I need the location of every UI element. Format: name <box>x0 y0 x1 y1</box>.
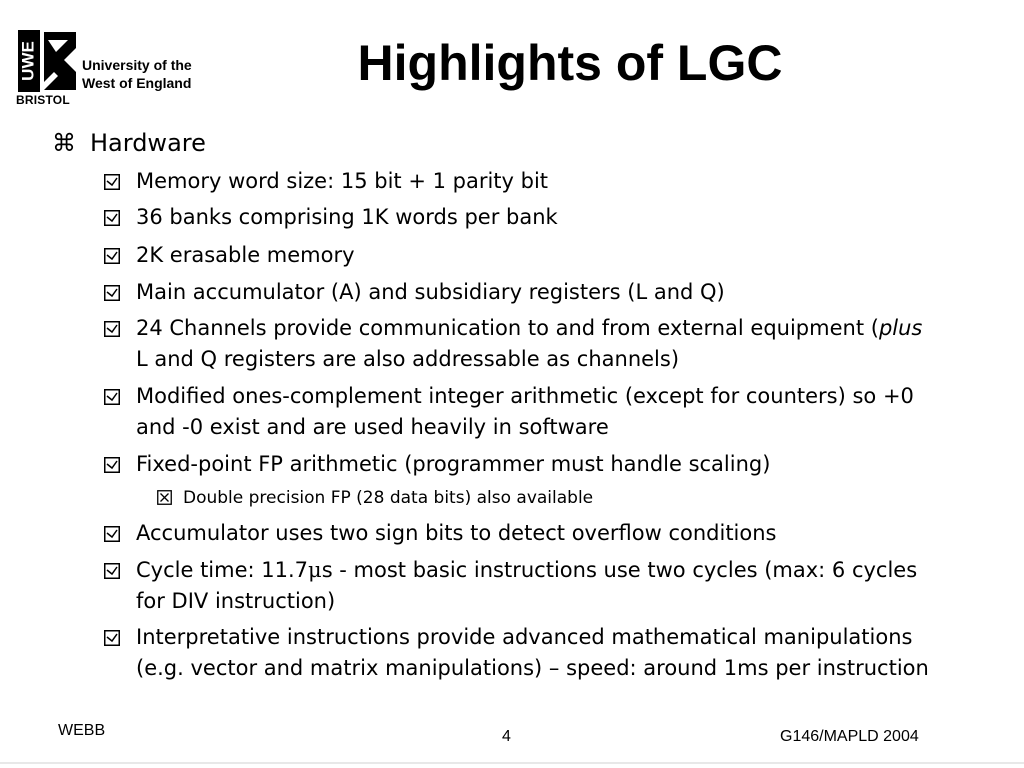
list-item-text: Interpretative instructions provide advanced mathematical manipulations (e.g. vector and matrix manipulations) – speed: around 1ms per instruction <box>136 625 929 680</box>
list-item <box>104 622 934 684</box>
footer-author: WEBB <box>58 722 106 739</box>
list-item-text: Memory word size: 15 bit + 1 parity bit <box>136 169 549 193</box>
checked-box-icon <box>104 210 120 226</box>
sub-list-item <box>157 486 917 510</box>
checked-box-icon <box>104 630 120 646</box>
university-logo <box>14 30 224 110</box>
checked-box-icon <box>104 526 120 542</box>
list-item <box>104 518 934 549</box>
list-item-text <box>136 313 934 375</box>
channels-italic-plus: plus <box>878 316 923 340</box>
cycle-text-after: s - most basic instructions use two cycles (max: 6 cycles for DIV instruction) <box>136 558 918 613</box>
list-item-text: Accumulator uses two sign bits to detect overflow conditions <box>136 521 777 545</box>
logo-name-line1: University of the <box>82 57 192 73</box>
mu-symbol: μ <box>308 558 322 582</box>
checked-box-icon <box>104 285 120 301</box>
slide-title: Highlights of LGC <box>357 35 783 91</box>
list-item <box>104 240 934 271</box>
list-item-text: 2K erasable memory <box>136 243 355 267</box>
list-item <box>104 555 934 617</box>
footer-page-number: 4 <box>502 728 511 745</box>
logo-university-name <box>82 56 192 92</box>
checked-box-icon <box>104 248 120 264</box>
logo-mark-text: UWE <box>18 41 38 81</box>
list-item-text: 36 banks comprising 1K words per bank <box>136 205 558 229</box>
list-item-text: Modified ones-complement integer arithmetic (except for counters) so +0 and -0 exist and are used heavily in software <box>136 384 914 439</box>
list-item-text: Main accumulator (A) and subsidiary registers (L and Q) <box>136 280 725 304</box>
crossed-box-icon <box>157 490 172 505</box>
logo-city: BRISTOL <box>16 93 70 107</box>
section-heading <box>52 128 206 158</box>
checked-box-icon <box>104 389 120 405</box>
checked-box-icon <box>104 457 120 473</box>
list-item <box>104 202 934 233</box>
cycle-text-before: Cycle time: 11.7 <box>136 558 309 582</box>
list-item-text <box>136 555 934 617</box>
footer-event: G146/MAPLD 2004 <box>780 728 919 745</box>
sub-list-item-text: Double precision FP (28 data bits) also available <box>183 488 594 508</box>
channels-text-before: 24 Channels provide communication to and from external equipment ( <box>136 316 879 340</box>
checked-box-icon <box>104 321 120 337</box>
list-item <box>104 277 934 308</box>
list-item <box>104 166 934 197</box>
checked-box-icon <box>104 563 120 579</box>
checked-box-icon <box>104 174 120 190</box>
bottom-divider <box>0 762 1024 764</box>
uwe-logo-icon <box>18 30 78 92</box>
list-item-text: Fixed-point FP arithmetic (programmer must handle scaling) <box>136 452 771 476</box>
section-heading-text: Hardware <box>90 129 206 157</box>
logo-name-line2: West of England <box>82 75 192 91</box>
channels-text-after: L and Q registers are also addressable as channels) <box>136 347 680 371</box>
list-item <box>104 313 934 375</box>
command-icon: ⌘ <box>52 129 76 157</box>
list-item <box>104 381 934 443</box>
list-item <box>104 449 934 480</box>
